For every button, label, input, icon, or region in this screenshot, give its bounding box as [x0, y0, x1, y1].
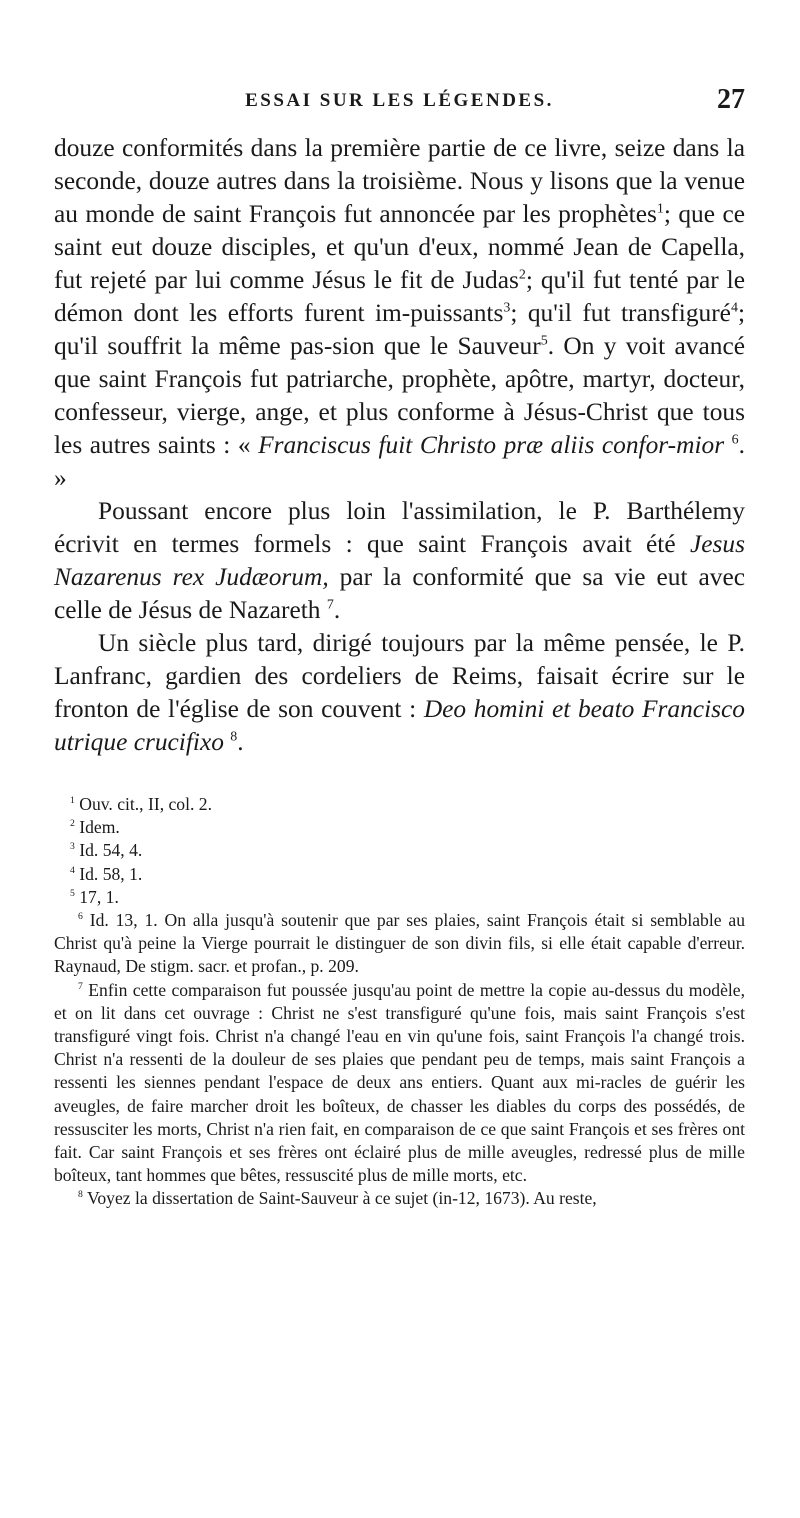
text-run: Poussant encore plus loin l'assimilation, le P. Barthélemy écrivit en termes formels : que saint François avait été	[54, 497, 745, 558]
paragraph-2	[54, 495, 745, 627]
footnote-ref: 6	[731, 432, 739, 448]
text-run: . »	[54, 431, 745, 492]
footnote-5	[54, 886, 745, 909]
footnote-ref: 2	[518, 267, 526, 283]
footnotes	[54, 793, 745, 1211]
running-title: ESSAI SUR LES LÉGENDES.	[245, 90, 554, 111]
text-run: par la conformité que sa vie eut avec celle de Jésus de Nazareth	[54, 563, 745, 624]
footnote-number: 8	[78, 1189, 83, 1201]
footnote-text: Id. 13, 1. On alla jusqu'à soutenir que par ses plaies, saint François était si semblable au Christ qu'à peine la Vierge pourrait le distinguer de son divin fils, si elle était capable d'erreur. Raynaud, De stigm. sacr. et profan., p. 209.	[54, 910, 745, 977]
footnote-number: 7	[78, 980, 83, 992]
footnote-number: 5	[70, 887, 75, 899]
footnote-ref: 3	[503, 300, 511, 316]
footnote-ref: 4	[730, 300, 738, 316]
footnote-ref: 1	[656, 201, 664, 217]
text-run: douze conformités dans la première partie de ce livre, seize dans la seconde, douze autres dans la troisième. Nous y lisons que la venue au monde de saint François fut annoncée par les prophètes	[54, 134, 745, 228]
footnote-7	[54, 979, 745, 1188]
footnote-text: Enfin cette comparaison fut poussée jusqu'au point de mettre la copie au-dessus du modèle, et on lit dans cet ouvrage : Christ ne s'est transfiguré qu'une fois, mais saint François s'est transfiguré vingt fois. Christ n'a changé l'eau en vin qu'une fois, saint François l'a changé trois. Christ n'a ressenti de la douleur de ses plaies que pendant peu de temps, mais saint François a ressenti les siennes pendant l'espace de deux ans entiers. Quant aux mi-racles de guérir les aveugles, de faire marcher droit les boîteux, de chasser les diables du corps des possédés, de ressusciter les morts, Christ n'a rien fait, en comparaison de ce que saint François et ses frères ont fait. Car saint François et ses frères ont éclairé plus de mille aveugles, redressé plus de mille boîteux, tant hommes que bêtes, ressuscité plus de mille morts, etc.	[54, 979, 745, 1186]
latin-inscription: Deo homini et beato Francisco utrique crucifixo	[54, 695, 745, 756]
footnote-4	[54, 863, 745, 886]
page-number: 27	[717, 84, 745, 115]
footnote-3	[54, 839, 745, 862]
text-run: . On y voit avancé que saint François fut patriarche, prophète, apôtre, martyr, docteur, confesseur, vierge, ange, et plus conforme à Jésus-Christ que tous les autres saints : «	[54, 332, 745, 459]
running-header	[54, 84, 745, 124]
footnote-number: 3	[70, 841, 75, 853]
footnote-1	[54, 793, 745, 816]
paragraph-3	[54, 627, 745, 759]
book-page	[0, 84, 800, 1518]
footnote-text: Idem.	[79, 817, 120, 838]
footnote-number: 2	[70, 818, 75, 830]
body-text	[54, 132, 745, 759]
text-run: ; qu'il fut transfiguré	[510, 299, 731, 327]
footnote-text: Ouv. cit., II, col. 2.	[79, 794, 212, 814]
latin-quote: Franciscus fuit Christo præ aliis confor-mior	[258, 431, 725, 459]
text-run: Un siècle plus tard, dirigé toujours par la même pensée, le P. Lanfranc, gardien des cordeliers de Reims, faisait écrire sur le fronton de l'église de son couvent :	[54, 629, 745, 723]
footnote-text: 17, 1.	[79, 886, 119, 907]
footnote-text: Id. 58, 1.	[79, 863, 143, 884]
footnote-ref: 8	[230, 729, 238, 745]
text-run: ; que ce saint eut douze disciples, et qu'un d'eux, nommé Jean de Capella, fut rejeté par lui comme Jésus le fit de Judas	[54, 200, 745, 294]
footnote-6	[54, 909, 745, 979]
footnote-text: Voyez la dissertation de Saint-Sauveur à ce sujet (in-12, 1673). Au reste,	[86, 1188, 597, 1209]
footnote-number: 4	[70, 864, 75, 876]
text-run: .	[237, 728, 244, 756]
footnote-ref: 7	[326, 597, 334, 613]
footnote-ref: 5	[540, 333, 548, 349]
text-run: ; qu'il souffrit la même pas-sion que le Sauveur	[54, 299, 745, 360]
latin-title: Jesus Nazarenus rex Judæorum,	[54, 530, 745, 591]
text-run: ; qu'il fut tenté par le démon dont les efforts furent im-puissants	[54, 266, 745, 327]
footnote-number: 1	[70, 795, 75, 807]
footnote-2	[54, 816, 745, 839]
paragraph-1	[54, 132, 745, 495]
text-run: .	[333, 596, 341, 624]
footnote-number: 6	[78, 911, 83, 923]
footnote-text: Id. 54, 4.	[79, 840, 143, 861]
footnote-8	[54, 1187, 745, 1210]
